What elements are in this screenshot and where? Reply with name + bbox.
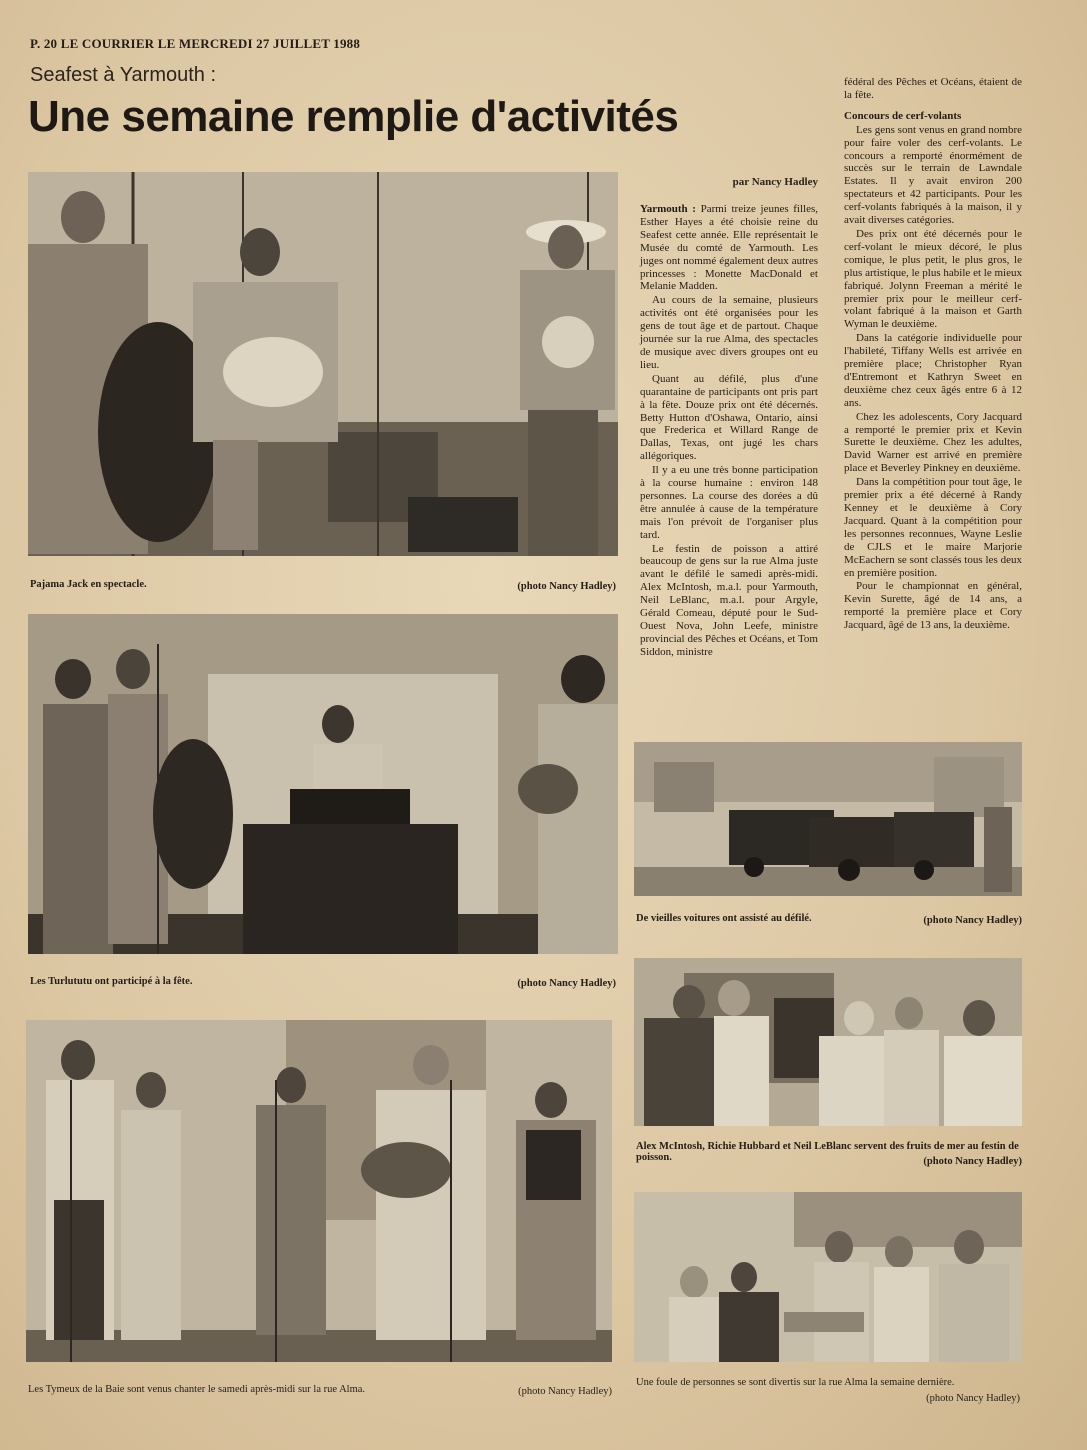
photo-fish-feast — [634, 958, 1022, 1126]
article-lead-text: Parmi treize jeunes filles, Esther Hayes a été choisie reine du Seafest cette année. Elle représentait le Musée du comté de Yarmouth. Les juges ont nommé également deux autres princesses : Monette MacDonald et Melanie Madden. — [640, 203, 819, 293]
photo-credit: (photo Nancy Hadley) — [517, 978, 616, 989]
article-kicker: Seafest à Yarmouth : — [30, 64, 217, 86]
photo-credit: (photo Nancy Hadley) — [923, 915, 1022, 926]
article-dateline: Yarmouth : — [640, 203, 696, 215]
photo-caption: Alex McIntosh, Richie Hubbard et Neil LeBlanc servent des fruits de mer au festin de poisson. — [636, 1141, 1019, 1163]
article-paragraph — [640, 203, 818, 293]
article-paragraph: Les gens sont venus en grand nombre pour faire voler des cerf-volants. Le concours a remporté énormément de succès sur le terrain de Lawndale Estates. Il y avait environ 200 spectateurs et 42 participants. Pour les cerf-volants fabriqués à la maison, il y avait diverses catégories. — [844, 123, 1022, 227]
photo-old-cars — [634, 742, 1022, 896]
photo-credit: (photo Nancy Hadley) — [517, 581, 616, 592]
article-paragraph: Des prix ont été décernés pour le cerf-volant le mieux décoré, le plus comique, le plus petit, le plus gros, le plus artistique, le plus habile et le mieux fabriqué. Jolynn Freeman a mérité le premier prix pour le meilleur cerf-volant fabriqué à la maison et Garth Wyman le deuxième. — [844, 227, 1022, 331]
article-column-2 — [844, 76, 1022, 633]
photo-crowd-rue-alma — [634, 1192, 1022, 1362]
article-paragraph: Dans la compétition pour tout âge, le premier prix a été décerné à Randy Kenney et le deuxième à Cory Jacquard. Quant à la compétition pour les personnes reconnues, Wayne Leslie de CJLS et le maire Marjorie McEachern se sont classés tous les deux en première position. — [844, 476, 1022, 579]
article-byline: par Nancy Hadley — [732, 176, 818, 188]
article-paragraph: fédéral des Pêches et Océans, étaient de la fête. — [844, 76, 1022, 101]
photo-tymeux-de-la-baie — [26, 1020, 612, 1362]
article-paragraph: Chez les adolescents, Cory Jacquard a remporté le premier prix et Kevin Surette le deuxième. Chez les adultes, David Warner est arrivé en première place et Beverley Pinkney en deuxième. — [844, 410, 1022, 475]
article-paragraph: Il y a eu une très bonne participation à la course humaine : environ 148 personnes. La course des dorées a dû être annulée à cause de la température mais l'on prévoit de l'organiser plus tard. — [640, 464, 818, 541]
photo-caption: Une foule de personnes se sont divertis sur la rue Alma la semaine dernière. — [636, 1377, 955, 1388]
photo-caption: De vieilles voitures ont assisté au défilé. — [636, 913, 812, 924]
photo-credit: (photo Nancy Hadley) — [926, 1393, 1020, 1404]
article-subhead: Concours de cerf-volants — [844, 109, 962, 122]
photo-pajama-jack — [28, 172, 618, 556]
photo-caption: Pajama Jack en spectacle. — [30, 579, 147, 590]
photo-credit: (photo Nancy Hadley) — [923, 1156, 1022, 1167]
photo-caption: Les Tymeux de la Baie sont venus chanter le samedi après-midi sur la rue Alma. — [28, 1384, 366, 1395]
article-headline: Une semaine remplie d'activités — [28, 92, 679, 141]
photo-turlututu — [28, 614, 618, 954]
photo-caption: Les Turlututu ont participé à la fête. — [30, 976, 193, 987]
article-paragraph: Au cours de la semaine, plusieurs activités ont été organisées pour les gens de tout âge et de partout. Chaque journée sur la rue Alma, des spectacles de musique avec divers groupes ont eu lieu. — [640, 294, 818, 371]
article-paragraph: Quant au défilé, plus d'une quarantaine de participants ont pris part à la fête. Douze prix ont été décernés. Betty Hutton d'Oshawa, Ontario, ainsi que Frederica et Willard Range de Dallas, Texas, ont jugé les chars allégoriques. — [640, 372, 818, 463]
page-folio: P. 20 LE COURRIER LE MERCREDI 27 JUILLET 1988 — [30, 36, 361, 51]
article-paragraph: Dans la catégorie individuelle pour l'habileté, Tiffany Wells est arrivée en première place; Christopher Ryan d'Entremont et Kathryn Sweet en deuxième chez ceux âgés entre 6 à 12 ans. — [844, 332, 1022, 409]
article-paragraph: Pour le championnat en général, Kevin Surette, âgé de 14 ans, a remporté la première place et Cory Jacquard, âgé de 13 ans, la deuxième. — [844, 580, 1022, 632]
article-column-1 — [640, 203, 818, 660]
article-paragraph: Le festin de poisson a attiré beaucoup de gens sur la rue Alma juste avant le défilé le samedi après-midi. Alex McIntosh, m.a.l. pour Yarmouth, Neil LeBlanc, m.a.l. pour Argyle, Gérald Comeau, député pour le Sud-Ouest Nova, John Leefe, ministre provincial des Pêches et Océans, et Tom Siddon, ministre — [640, 542, 818, 658]
photo-credit: (photo Nancy Hadley) — [518, 1386, 612, 1397]
